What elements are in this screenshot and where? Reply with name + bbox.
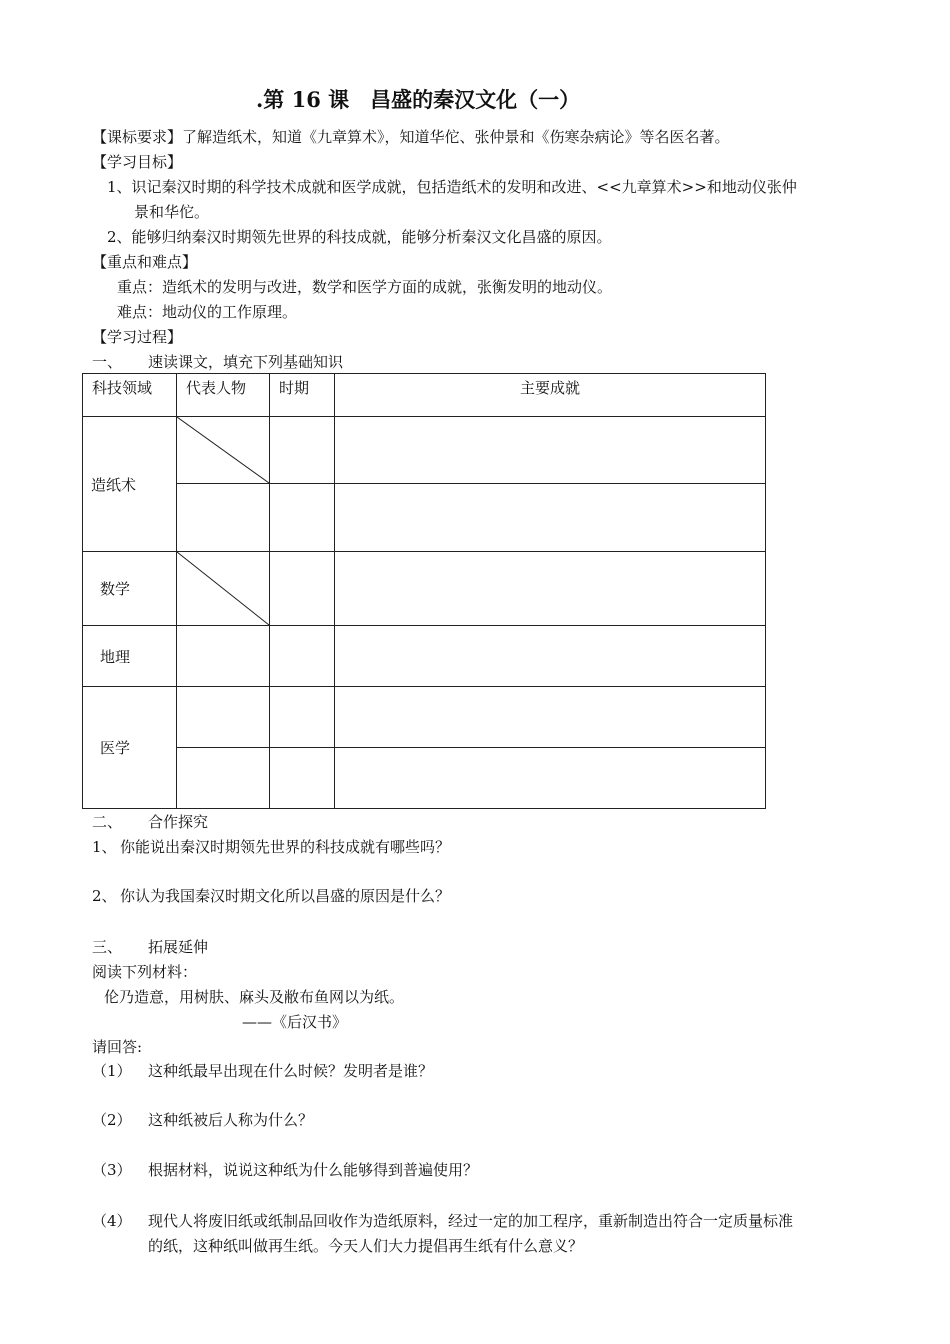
person-cell[interactable] <box>177 687 270 748</box>
period-cell[interactable] <box>270 687 335 748</box>
table-row <box>83 552 766 626</box>
sub-question-2: 这种纸被后人称为什么？ <box>148 1111 314 1129</box>
key-point: 重点：造纸术的发明与改进，数学和医学方面的成就，张衡发明的地动仪。 <box>117 278 613 296</box>
diagonal-line <box>177 417 269 483</box>
achievement-cell[interactable] <box>335 687 766 748</box>
page-title: .第 16 课 昌盛的秦汉文化（一） <box>256 87 581 112</box>
person-cell[interactable] <box>177 484 270 552</box>
sub-question-3-number: （3） <box>92 1161 132 1179</box>
achievement-cell[interactable] <box>335 552 766 626</box>
question-2: 你认为我国秦汉时期文化所以昌盛的原因是什么？ <box>120 887 451 905</box>
table-row <box>83 626 766 687</box>
difficulty-point: 难点：地动仪的工作原理。 <box>117 303 298 321</box>
field-mathematics: 数学 <box>83 552 177 626</box>
achievement-cell[interactable] <box>335 748 766 809</box>
table-row <box>83 748 766 809</box>
period-cell[interactable] <box>270 552 335 626</box>
read-prompt: 阅读下列材料： <box>92 963 198 981</box>
table-row <box>83 484 766 552</box>
person-cell[interactable] <box>177 748 270 809</box>
section-3-title: 拓展延伸 <box>148 938 209 956</box>
quote-source: ——《后汉书》 <box>242 1013 348 1031</box>
goal-2: 2、能够归纳秦汉时期领先世界的科技成就，能够分析秦汉文化昌盛的原因。 <box>107 228 612 246</box>
process-heading: 【学习过程】 <box>92 328 183 346</box>
person-cell-crossed <box>177 552 270 626</box>
period-cell[interactable] <box>270 484 335 552</box>
table-row <box>83 687 766 748</box>
goals-heading: 【学习目标】 <box>92 153 183 171</box>
section-1-number: 一、 <box>92 353 123 371</box>
question-1: 你能说出秦汉时期领先世界的科技成就有哪些吗？ <box>120 838 451 856</box>
achievement-cell[interactable] <box>335 417 766 484</box>
achievement-cell[interactable] <box>335 626 766 687</box>
goal-1-continued: 景和华佗。 <box>134 203 210 221</box>
header-person: 代表人物 <box>177 374 270 417</box>
section-2-number: 二、 <box>92 813 123 831</box>
person-cell[interactable] <box>177 626 270 687</box>
diagonal-line <box>177 552 269 625</box>
header-period: 时期 <box>270 374 335 417</box>
sub-question-4: 现代人将废旧纸或纸制品回收作为造纸原料，经过一定的加工程序，重新制造出符合一定质量标准 <box>148 1212 794 1230</box>
key-heading: 【重点和难点】 <box>92 253 198 271</box>
period-cell[interactable] <box>270 748 335 809</box>
question-1-number: 1、 <box>92 838 117 856</box>
sub-question-1: 这种纸最早出现在什么时候？发明者是谁？ <box>148 1062 434 1080</box>
header-achievement: 主要成就 <box>335 374 766 417</box>
period-cell[interactable] <box>270 626 335 687</box>
curriculum-requirement: 【课标要求】了解造纸术，知道《九章算术》，知道华佗、张仲景和《伤寒杂病论》等名医名著。 <box>92 128 730 146</box>
section-2-title: 合作探究 <box>148 813 209 831</box>
sub-question-3: 根据材料，说说这种纸为什么能够得到普遍使用？ <box>148 1161 479 1179</box>
field-papermaking: 造纸术 <box>83 417 177 552</box>
goal-1: 1、识记秦汉时期的科学技术成就和医学成就，包括造纸术的发明和改进、<<九章算术>>和地动仪张仲 <box>107 178 797 196</box>
question-2-number: 2、 <box>92 887 117 905</box>
sub-question-4-number: （4） <box>92 1212 132 1230</box>
period-cell[interactable] <box>270 417 335 484</box>
person-cell-crossed <box>177 417 270 484</box>
sub-question-4-continued: 的纸，这种纸叫做再生纸。今天人们大力提倡再生纸有什么意义？ <box>148 1237 584 1255</box>
sub-question-1-number: （1） <box>92 1062 132 1080</box>
source-quote: 伦乃造意，用树肤、麻头及敝布鱼网以为纸。 <box>104 988 405 1006</box>
table-row <box>83 417 766 484</box>
field-geography: 地理 <box>83 626 177 687</box>
sub-question-2-number: （2） <box>92 1111 132 1129</box>
answer-prompt: 请回答: <box>92 1038 143 1056</box>
knowledge-table <box>82 373 766 809</box>
header-field: 科技领域 <box>83 374 177 417</box>
field-medicine: 医学 <box>83 687 177 809</box>
achievement-cell[interactable] <box>335 484 766 552</box>
section-3-number: 三、 <box>92 938 123 956</box>
section-1-title: 速读课文，填充下列基础知识 <box>148 353 344 371</box>
table-header-row <box>83 374 766 417</box>
